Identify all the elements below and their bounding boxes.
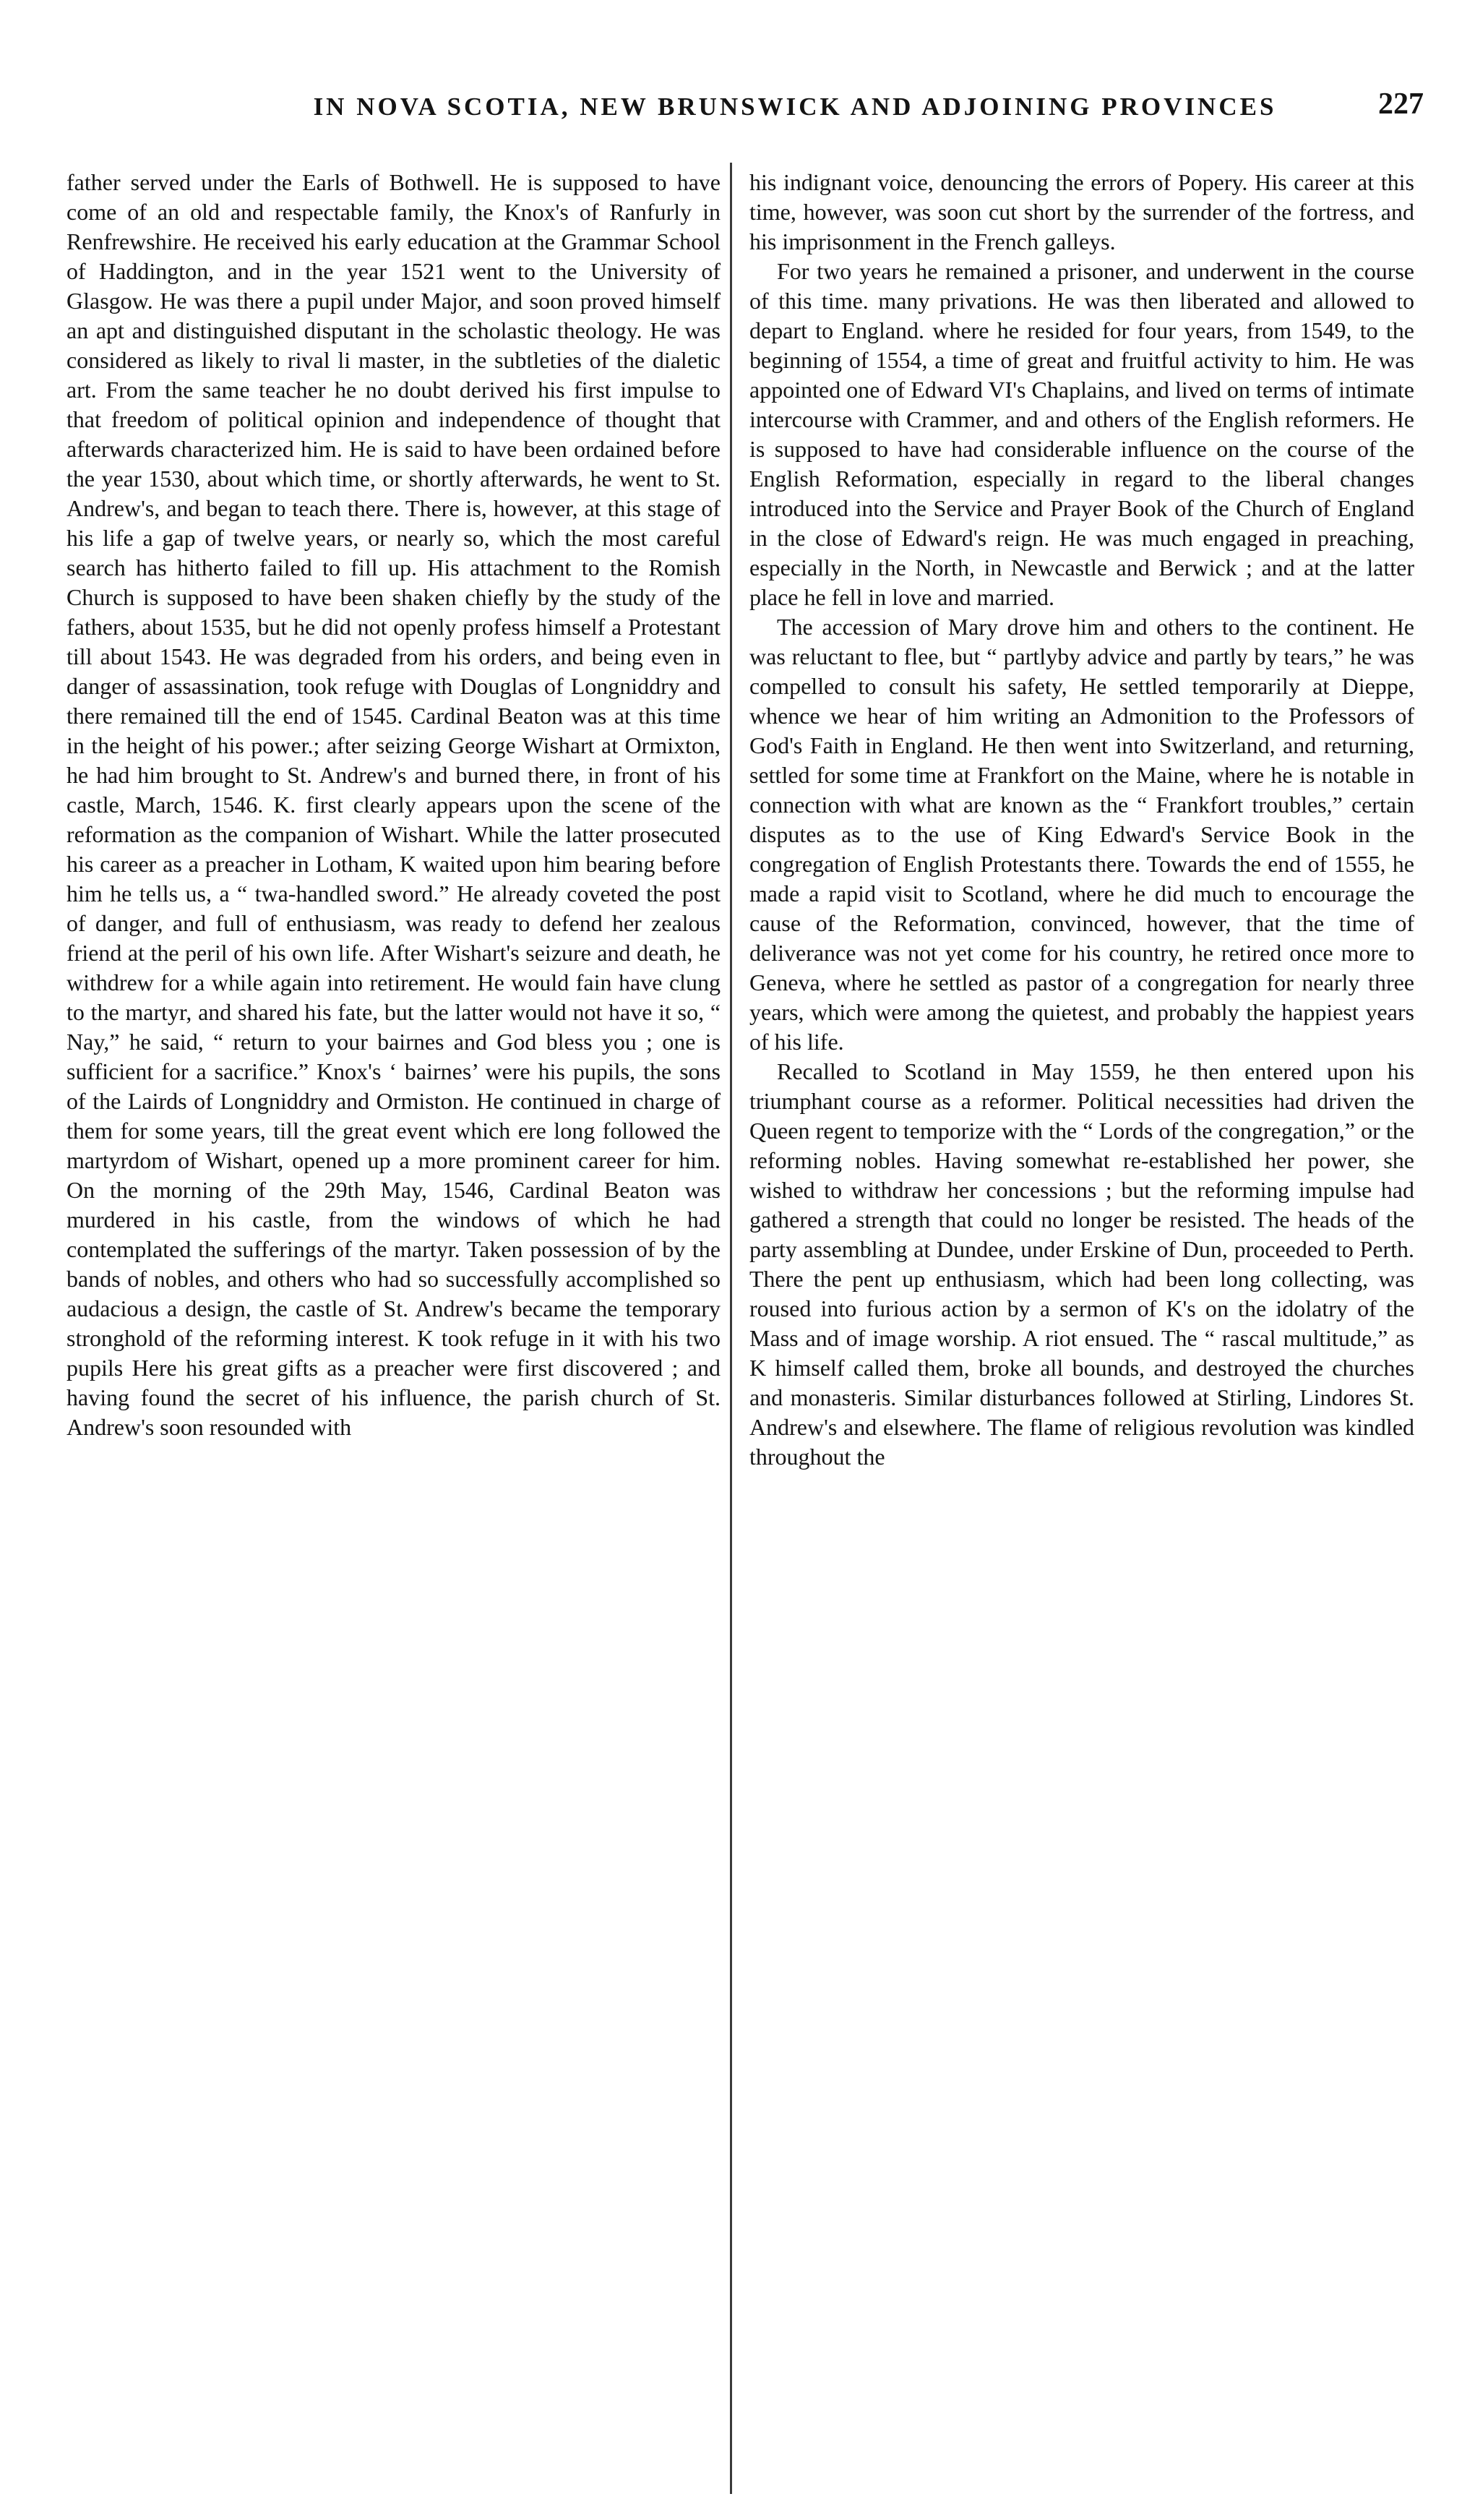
- paragraph: father served under the Earls of Bothwell. He is supposed to have come of an old and respectable family, the Knox's of Ranfurly in Renfrewshire. He received his early education at the Grammar School of Haddington, and in the year 1521 went to the University of Glasgow. He was there a pupil under Major, and soon proved himself an apt and distinguished disputant in the scholastic theology. He was considered as likely to rival li master, in the subtleties of the dialetic art. From the same teacher he no doubt derived his first impulse to that freedom of political opinion and independence of thought that afterwards characterized him. He is said to have been ordained before the year 1530, about which time, or shortly afterwards, he went to St. Andrew's, and began to teach there. There is, however, at this stage of his life a gap of twelve years, or nearly so, which the most careful search has hitherto failed to fill up. His attachment to the Romish Church is supposed to have been shaken chiefly by the study of the fathers, about 1535, but he did not openly profess himself a Protestant till about 1543. He was degraded from his orders, and being even in danger of assassination, took refuge with Douglas of Longniddry and there remained till the end of 1545. Cardinal Beaton was at this time in the height of his power.; after seizing George Wishart at Ormixton, he had him brought to St. Andrew's and burned there, in front of his castle, March, 1546. K. first clearly appears upon the scene of the reformation as the companion of Wishart. While the latter prosecuted his career as a preacher in Lotham, K waited upon him bearing before him he tells us, a “ twa-handled sword.” He already coveted the post of danger, and full of enthusiasm, was ready to defend her zealous friend at the peril of his own life. After Wishart's seizure and death, he withdrew for a while again into retirement. He would fain have clung to the martyr, and shared his fate, but the latter would not have it so, “ Nay,” he said, “ return to your bairnes and God bless you ; one is sufficient for a sacrifice.” Knox's ‘ bairnes’ were his pupils, the sons of the Lairds of Longniddry and Ormiston. He continued in charge of them for some years, till the great event which ere long followed the martyrdom of Wishart, opened up a more prominent career for him. On the morning of the 29th May, 1546, Cardinal Beaton was murdered in his castle, from the windows of which he had contemplated the sufferings of the martyr. Taken possession of by the bands of nobles, and others who had so successfully accomplished so audacious a design, the castle of St. Andrew's became the temporary stronghold of the reforming interest. K took refuge in it with his two pupils Here his great gifts as a preacher were first discovered ; and having found the secret of his influence, the parish church of St. Andrew's soon resounded with: [66, 169, 721, 1440]
- paragraph: For two years he remained a prisoner, and underwent in the course of this time. many privations. He was then liberated and allowed to depart to England. where he resided for four years, from 1549, to the beginning of 1554, a time of great and fruitful activity to him. He was appointed one of Edward VI's Chaplains, and lived on terms of intimate intercourse with Crammer, and and others of the English reformers. He is supposed to have had considerable influence on the course of the English Reformation, especially in regard to the liberal changes introduced into the Service and Prayer Book of the Church of England in the close of Edward's reign. He was much engaged in preaching, especially in the North, in Newcastle and Berwick ; and at the latter place he fell in love and married.: [749, 258, 1414, 610]
- page-number: 227: [1378, 87, 1424, 121]
- paragraph: his indignant voice, denouncing the errors of Popery. His career at this time, however, was soon cut short by the surrender of the fortress, and his imprisonment in the French galleys.: [749, 169, 1414, 254]
- right-column: [749, 168, 1414, 1472]
- column-divider: [730, 163, 732, 2494]
- paragraph: Recalled to Scotland in May 1559, he then entered upon his triumphant course as a reformer. Political necessities had driven the Queen regent to temporize with the “ Lords of the congregation,” or the reforming nobles. Having somewhat re-established her power, she wished to withdraw her concessions ; but the reforming impulse had gathered a strength that could no longer be resisted. The heads of the party assembling at Dundee, under Erskine of Dun, proceeded to Perth. There the pent up enthusiasm, which had been long collecting, was roused into furious action by a sermon of K's on the idolatry of the Mass and of image worship. A riot ensued. The “ rascal multitude,” as K himself called them, broke all bounds, and destroyed the churches and monasteris. Similar disturbances followed at Stirling, Lindores St. Andrew's and elsewhere. The flame of religious revolution was kindled throughout the: [749, 1058, 1414, 1470]
- left-column: [66, 168, 721, 1442]
- running-title: IN NOVA SCOTIA, NEW BRUNSWICK AND ADJOINING PROVINCES: [313, 93, 1277, 121]
- page-header: [166, 87, 1424, 136]
- paragraph: The accession of Mary drove him and others to the continent. He was reluctant to flee, but “ partlyby advice and partly by tears,” he was compelled to consult his safety, He settled temporarily at Dieppe, whence we hear of him writing an Admonition to the Professors of God's Faith in England. He then went into Switzerland, and returning, settled for some time at Frankfort on the Maine, where he is notable in connection with what are known as the “ Frankfort troubles,” certain disputes as to the use of King Edward's Service Book in the congregation of English Protestants there. Towards the end of 1555, he made a rapid visit to Scotland, where he did much to encourage the cause of the Reformation, convinced, however, that the time of deliverance was not yet come for his country, he retired once more to Geneva, where he settled as pastor of a congregation for nearly three years, which were among the quietest, and probably the happiest years of his life.: [749, 614, 1414, 1055]
